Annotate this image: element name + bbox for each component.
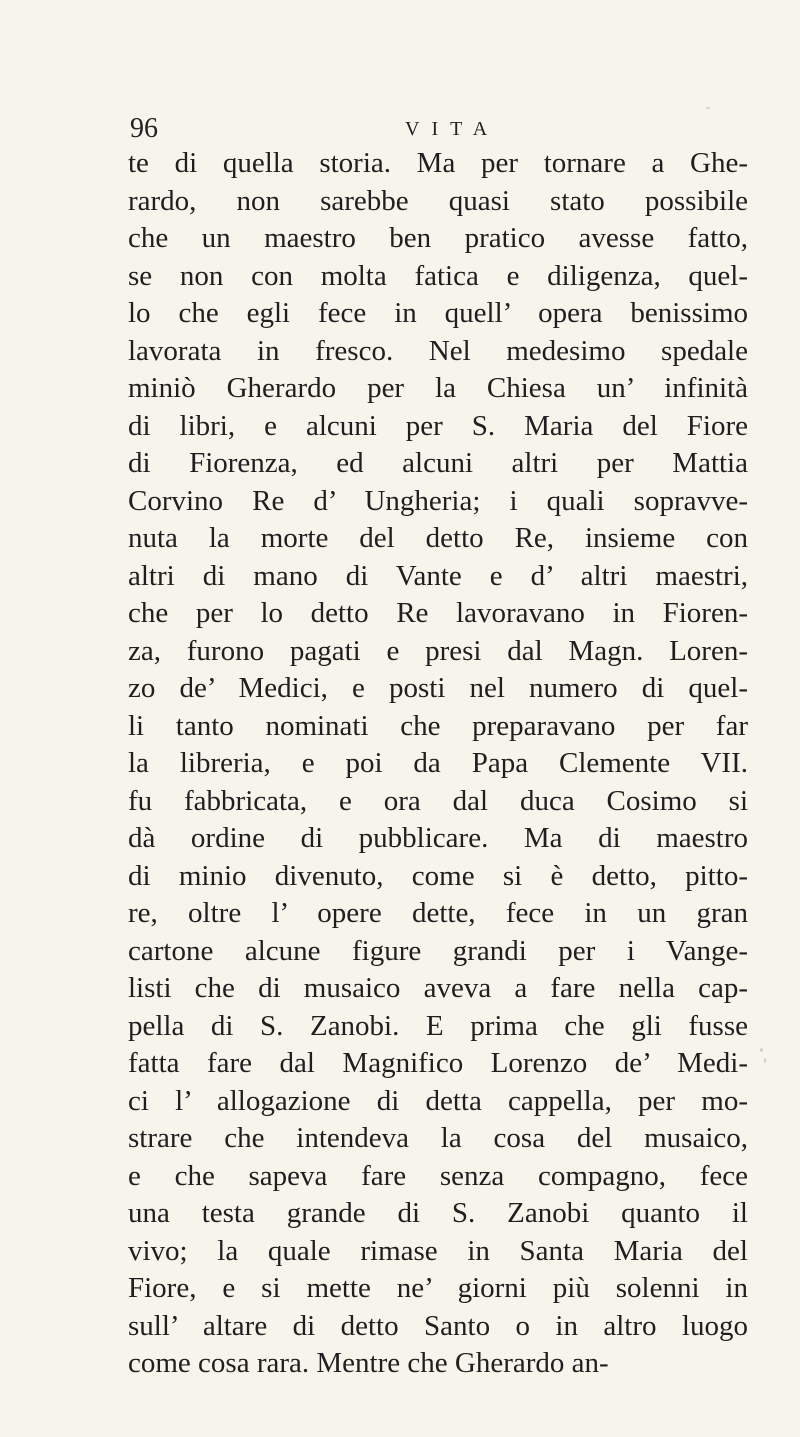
text-line: se non con molta fatica e diligenza, quel- [128,259,748,292]
text-line: te di quella storia. Ma per tornare a Ghe- [128,147,748,179]
text-line: di libri, e alcuni per S. Maria del Fiore [128,409,748,442]
text-line: sull’ altare di detto Santo o in altro luogo [128,1309,748,1342]
text-line: li tanto nominati che preparavano per far [128,709,748,742]
text-line: di Fiorenza, ed alcuni altri per Mattia [128,447,748,479]
paper-spot [706,107,710,109]
text-line: listi che di musaico aveva a fare nella cap- [128,972,748,1004]
text-line: ci l’ allogazione di detta cappella, per mo- [128,1084,748,1117]
paper-spot [764,1058,766,1063]
text-line: fatta fare dal Magnifico Lorenzo de’ Medi- [128,1047,748,1079]
text-line: che per lo detto Re lavoravano in Fioren- [128,597,748,629]
text-line: pella di S. Zanobi. E prima che gli fusse [128,1009,748,1042]
text-line: Corvino Re d’ Ungheria; i quali sopravve- [128,484,748,517]
body-text [128,145,748,1383]
text-line: rardo, non sarebbe quasi stato possibile [128,184,748,217]
text-line: za, furono pagati e presi dal Magn. Loren- [128,634,748,667]
text-line: che un maestro ben pratico avesse fatto, [128,222,748,254]
text-line: di minio divenuto, come si è detto, pitto- [128,859,748,892]
text-line: strare che intendeva la cosa del musaico, [128,1122,748,1154]
text-line: lo che egli fece in quell’ opera benissimo [128,297,748,329]
page-number: 96 [130,113,158,144]
text-line: fu fabbricata, e ora dal duca Cosimo si [128,784,748,817]
text-line: e che sapeva fare senza compagno, fece [128,1159,748,1192]
text-line: Fiore, e si mette ne’ giorni più solenni in [128,1272,748,1304]
text-line: la libreria, e poi da Papa Clemente VII. [128,747,748,779]
text-line: zo de’ Medici, e posti nel numero di quel- [128,672,748,704]
text-line: vivo; la quale rimase in Santa Maria del [128,1234,748,1267]
text-line: cartone alcune figure grandi per i Vange- [128,934,748,967]
text-line: una testa grande di S. Zanobi quanto il [128,1197,748,1229]
running-head: VITA [405,118,500,140]
text-line: dà ordine di pubblicare. Ma di maestro [128,822,748,854]
text-line: come cosa rara. Mentre che Gherardo an- [128,1347,609,1379]
text-line: altri di mano di Vante e d’ altri maestri, [128,559,748,592]
page-header [130,112,730,146]
paper-spot [760,1048,763,1052]
text-line: nuta la morte del detto Re, insieme con [128,522,748,554]
text-line: miniò Gherardo per la Chiesa un’ infinità [128,372,748,404]
text-line: re, oltre l’ opere dette, fece in un gran [128,897,748,929]
text-line: lavorata in fresco. Nel medesimo spedale [128,334,748,367]
